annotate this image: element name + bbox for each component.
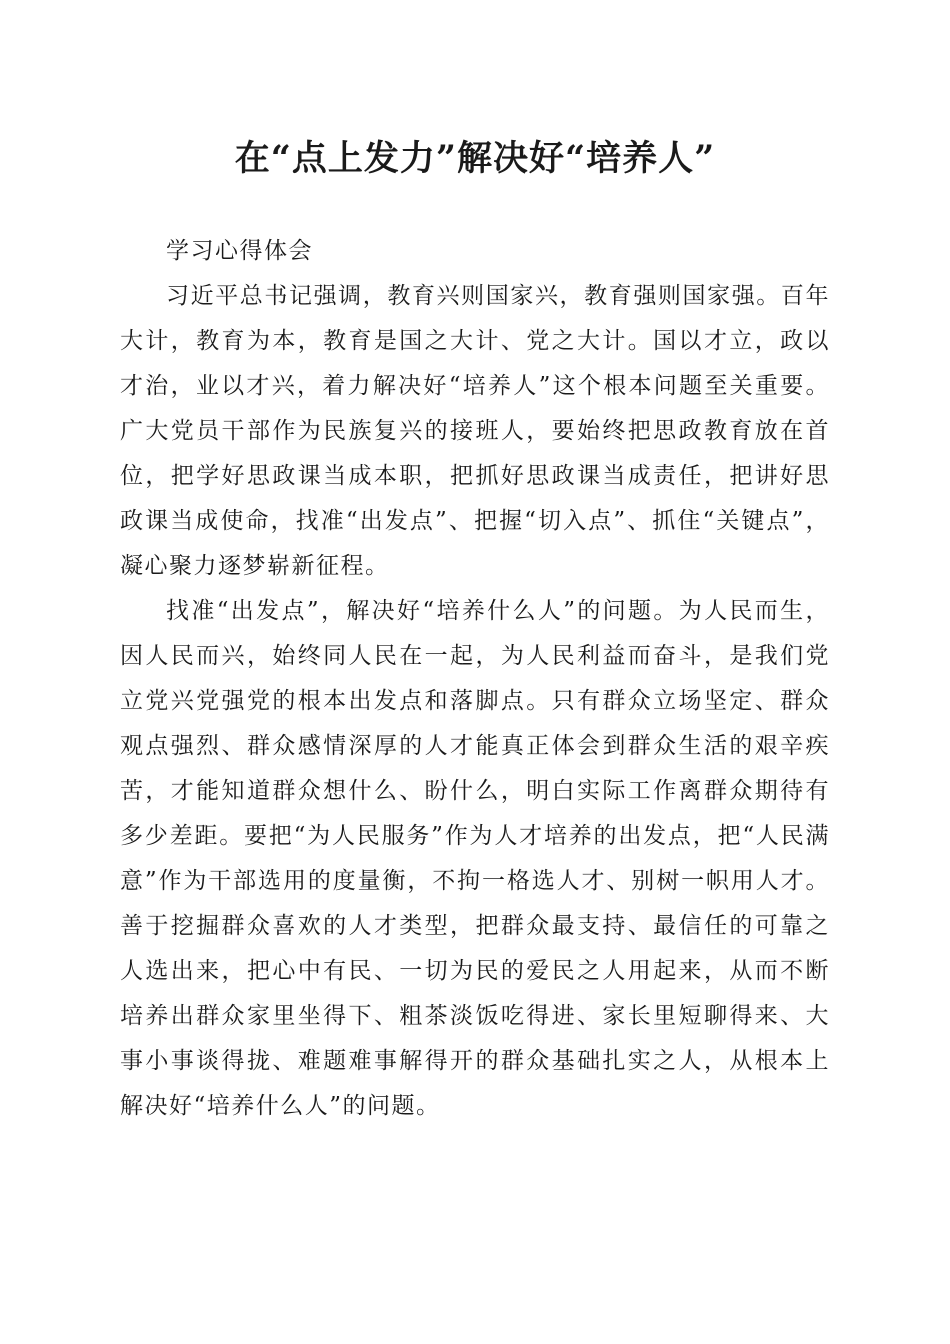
document-title: 在“点上发力”解决好“培养人”: [234, 138, 716, 179]
document-subtitle: 学习心得体会: [166, 238, 313, 264]
paragraph-starting-point: 找准“出发点”，解决好“培养什么人”的问题。为人民而生，因人民而兴，始终同人民在一起，为人民利益而奋斗，是我们党立党兴党强党的根本出发点和落脚点。只有群众立场坚定、群众观点强烈、群众感情深厚的人才能真正体会到群众生活的艰辛疾苦，才能知道群众想什么、盼什么，明白实际工作离群众期待有多少差距。要把“为人民服务”作为人才培养的出发点，把“人民满意”作为干部选用的度量衡，不拘一格选人才、别树一帜用人才。善于挖掘群众喜欢的人才类型，把群众最支持、最信任的可靠之人选出来，把心中有民、一切为民的爱民之人用起来，从而不断培养出群众家里坐得下、粗茶淡饭吃得进、家长里短聊得来、大事小事谈得拢、难题难事解得开的群众基础扎实之人，从根本上解决好“培养什么人”的问题。: [120, 598, 830, 1119]
paragraph-intro: 习近平总书记强调，教育兴则国家兴，教育强则国家强。百年大计，教育为本，教育是国之大计、党之大计。国以才立，政以才治，业以才兴，着力解决好“培养人”这个根本问题至关重要。广大党员干部作为民族复兴的接班人，要始终把思政教育放在首位，把学好思政课当成本职，把抓好思政课当成责任，把讲好思政课当成使命，找准“出发点”、把握“切入点”、抓住“关键点”，凝心聚力逐梦崭新征程。: [120, 283, 830, 579]
document-body: [120, 229, 830, 1129]
